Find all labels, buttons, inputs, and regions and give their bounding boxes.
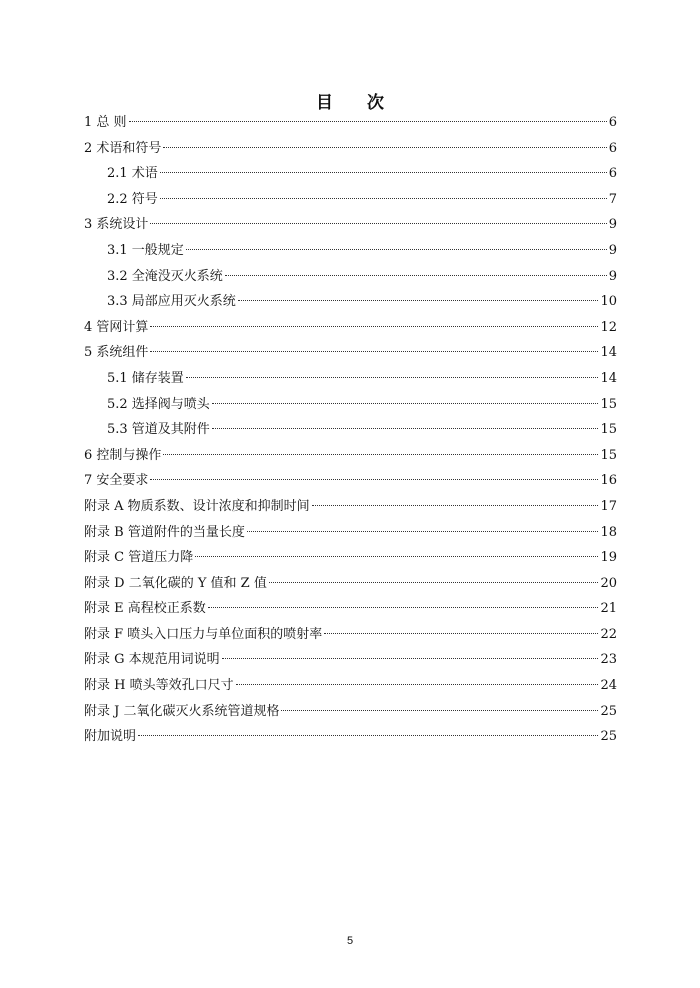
toc-entry-page: 15 — [600, 447, 617, 463]
toc-entry[interactable] — [84, 724, 617, 750]
toc-entry-page: 22 — [600, 626, 617, 642]
toc-entry-page: 19 — [600, 550, 617, 566]
toc-entry-page: 14 — [600, 345, 617, 361]
dot-leader — [163, 454, 598, 455]
dot-leader — [238, 300, 599, 301]
toc-entry-page: 7 — [608, 191, 617, 207]
dot-leader — [150, 223, 606, 224]
toc-entry[interactable] — [84, 187, 617, 213]
toc-entry-label: 附录 A 物质系数、设计浓度和抑制时间 — [84, 498, 310, 514]
toc-entry-page: 6 — [608, 115, 617, 130]
dot-leader — [247, 531, 599, 532]
dot-leader — [312, 505, 599, 506]
toc-entry-page: 9 — [608, 217, 617, 233]
toc-entry-label: 5 系统组件 — [84, 345, 149, 361]
toc-entry[interactable] — [84, 110, 617, 136]
dot-leader — [160, 172, 607, 173]
toc-entry-label: 附录 G 本规范用词说明 — [84, 652, 220, 668]
toc-entry[interactable] — [84, 392, 617, 418]
toc-entry[interactable] — [84, 366, 617, 392]
dot-leader — [281, 710, 598, 711]
toc-entry[interactable] — [84, 289, 617, 315]
toc-entry-page: 24 — [600, 678, 617, 694]
toc-entry-label: 3.2 全淹没灭火系统 — [107, 268, 223, 284]
dot-leader — [225, 275, 607, 276]
dot-leader — [150, 479, 598, 480]
toc-entry[interactable] — [84, 647, 617, 673]
toc-entry-label: 附录 D 二氧化碳的 Y 值和 Z 值 — [84, 575, 267, 591]
dot-leader — [212, 403, 599, 404]
dot-leader — [222, 658, 599, 659]
toc-entry[interactable] — [84, 520, 617, 546]
toc-entry-label: 2.1 术语 — [107, 166, 158, 182]
page-title: 目 次 — [316, 93, 398, 113]
toc-entry-page: 15 — [600, 422, 617, 438]
toc-entry-page: 20 — [600, 575, 617, 591]
toc-entry-page: 25 — [600, 729, 617, 745]
toc-entry-label: 3 系统设计 — [84, 217, 149, 233]
toc-entry[interactable] — [84, 673, 617, 699]
dot-leader — [269, 582, 599, 583]
toc-entry-page: 18 — [600, 524, 617, 540]
dot-leader — [163, 147, 606, 148]
toc-entry-label: 3.3 局部应用灭火系统 — [107, 294, 236, 310]
toc-entry-label: 1 总 则 — [84, 115, 127, 130]
toc-entry-page: 6 — [608, 166, 617, 182]
toc-entry[interactable] — [84, 136, 617, 162]
toc-entry-label: 2 术语和符号 — [84, 140, 162, 156]
toc-entry[interactable] — [84, 315, 617, 341]
toc-entry[interactable] — [84, 238, 617, 264]
toc-entry-page: 14 — [600, 370, 617, 386]
toc-entry[interactable] — [84, 468, 617, 494]
toc-entry[interactable] — [84, 545, 617, 571]
toc-entry[interactable] — [84, 622, 617, 648]
toc-entry-page: 15 — [600, 396, 617, 412]
toc-entry[interactable] — [84, 443, 617, 469]
dot-leader — [324, 633, 598, 634]
toc-entry-label: 附录 J 二氧化碳灭火系统管道规格 — [84, 703, 280, 719]
toc-entry-page: 9 — [608, 242, 617, 258]
dot-leader — [186, 249, 607, 250]
toc-entry-page: 9 — [608, 268, 617, 284]
toc-entry-page: 23 — [600, 652, 617, 668]
toc-entry-page: 16 — [600, 473, 617, 489]
toc-entry-page: 25 — [600, 703, 617, 719]
toc-entry-label: 附加说明 — [84, 729, 137, 745]
toc-entry[interactable] — [84, 264, 617, 290]
toc-entry-label: 7 安全要求 — [84, 473, 149, 489]
toc-entry-label: 3.1 一般规定 — [107, 242, 184, 258]
toc-entry-label: 附录 H 喷头等效孔口尺寸 — [84, 678, 234, 694]
dot-leader — [212, 428, 599, 429]
dot-leader — [138, 735, 598, 736]
dot-leader — [150, 351, 598, 352]
dot-leader — [150, 326, 598, 327]
toc-entry[interactable] — [84, 494, 617, 520]
toc-entry-label: 2.2 符号 — [107, 191, 158, 207]
toc-entry-page: 10 — [600, 294, 617, 310]
dot-leader — [160, 198, 607, 199]
toc-entry-label: 5.1 储存装置 — [107, 370, 184, 386]
toc-entry-label: 附录 F 喷头入口压力与单位面积的喷射率 — [84, 626, 323, 642]
toc-entry-label: 6 控制与操作 — [84, 447, 162, 463]
table-of-contents — [84, 110, 617, 750]
toc-entry-page: 6 — [608, 140, 617, 156]
toc-entry[interactable] — [84, 571, 617, 597]
toc-entry[interactable] — [84, 699, 617, 725]
toc-entry-label: 附录 C 管道压力降 — [84, 550, 194, 566]
dot-leader — [129, 121, 607, 122]
toc-entry[interactable] — [84, 596, 617, 622]
toc-entry[interactable] — [84, 340, 617, 366]
toc-entry-label: 附录 E 高程校正系数 — [84, 601, 206, 617]
dot-leader — [186, 377, 599, 378]
toc-entry-page: 17 — [600, 498, 617, 514]
toc-entry-page: 21 — [600, 601, 617, 617]
toc-entry-label: 5.3 管道及其附件 — [107, 422, 210, 438]
toc-entry-label: 附录 B 管道附件的当量长度 — [84, 524, 245, 540]
toc-entry[interactable] — [84, 161, 617, 187]
toc-entry-label: 5.2 选择阀与喷头 — [107, 396, 210, 412]
dot-leader — [208, 607, 599, 608]
toc-entry-label: 4 管网计算 — [84, 319, 149, 335]
toc-entry[interactable] — [84, 417, 617, 443]
dot-leader — [236, 684, 599, 685]
toc-entry[interactable] — [84, 212, 617, 238]
dot-leader — [195, 556, 598, 557]
page-number: 5 — [346, 935, 354, 947]
toc-entry-page: 12 — [600, 319, 617, 335]
